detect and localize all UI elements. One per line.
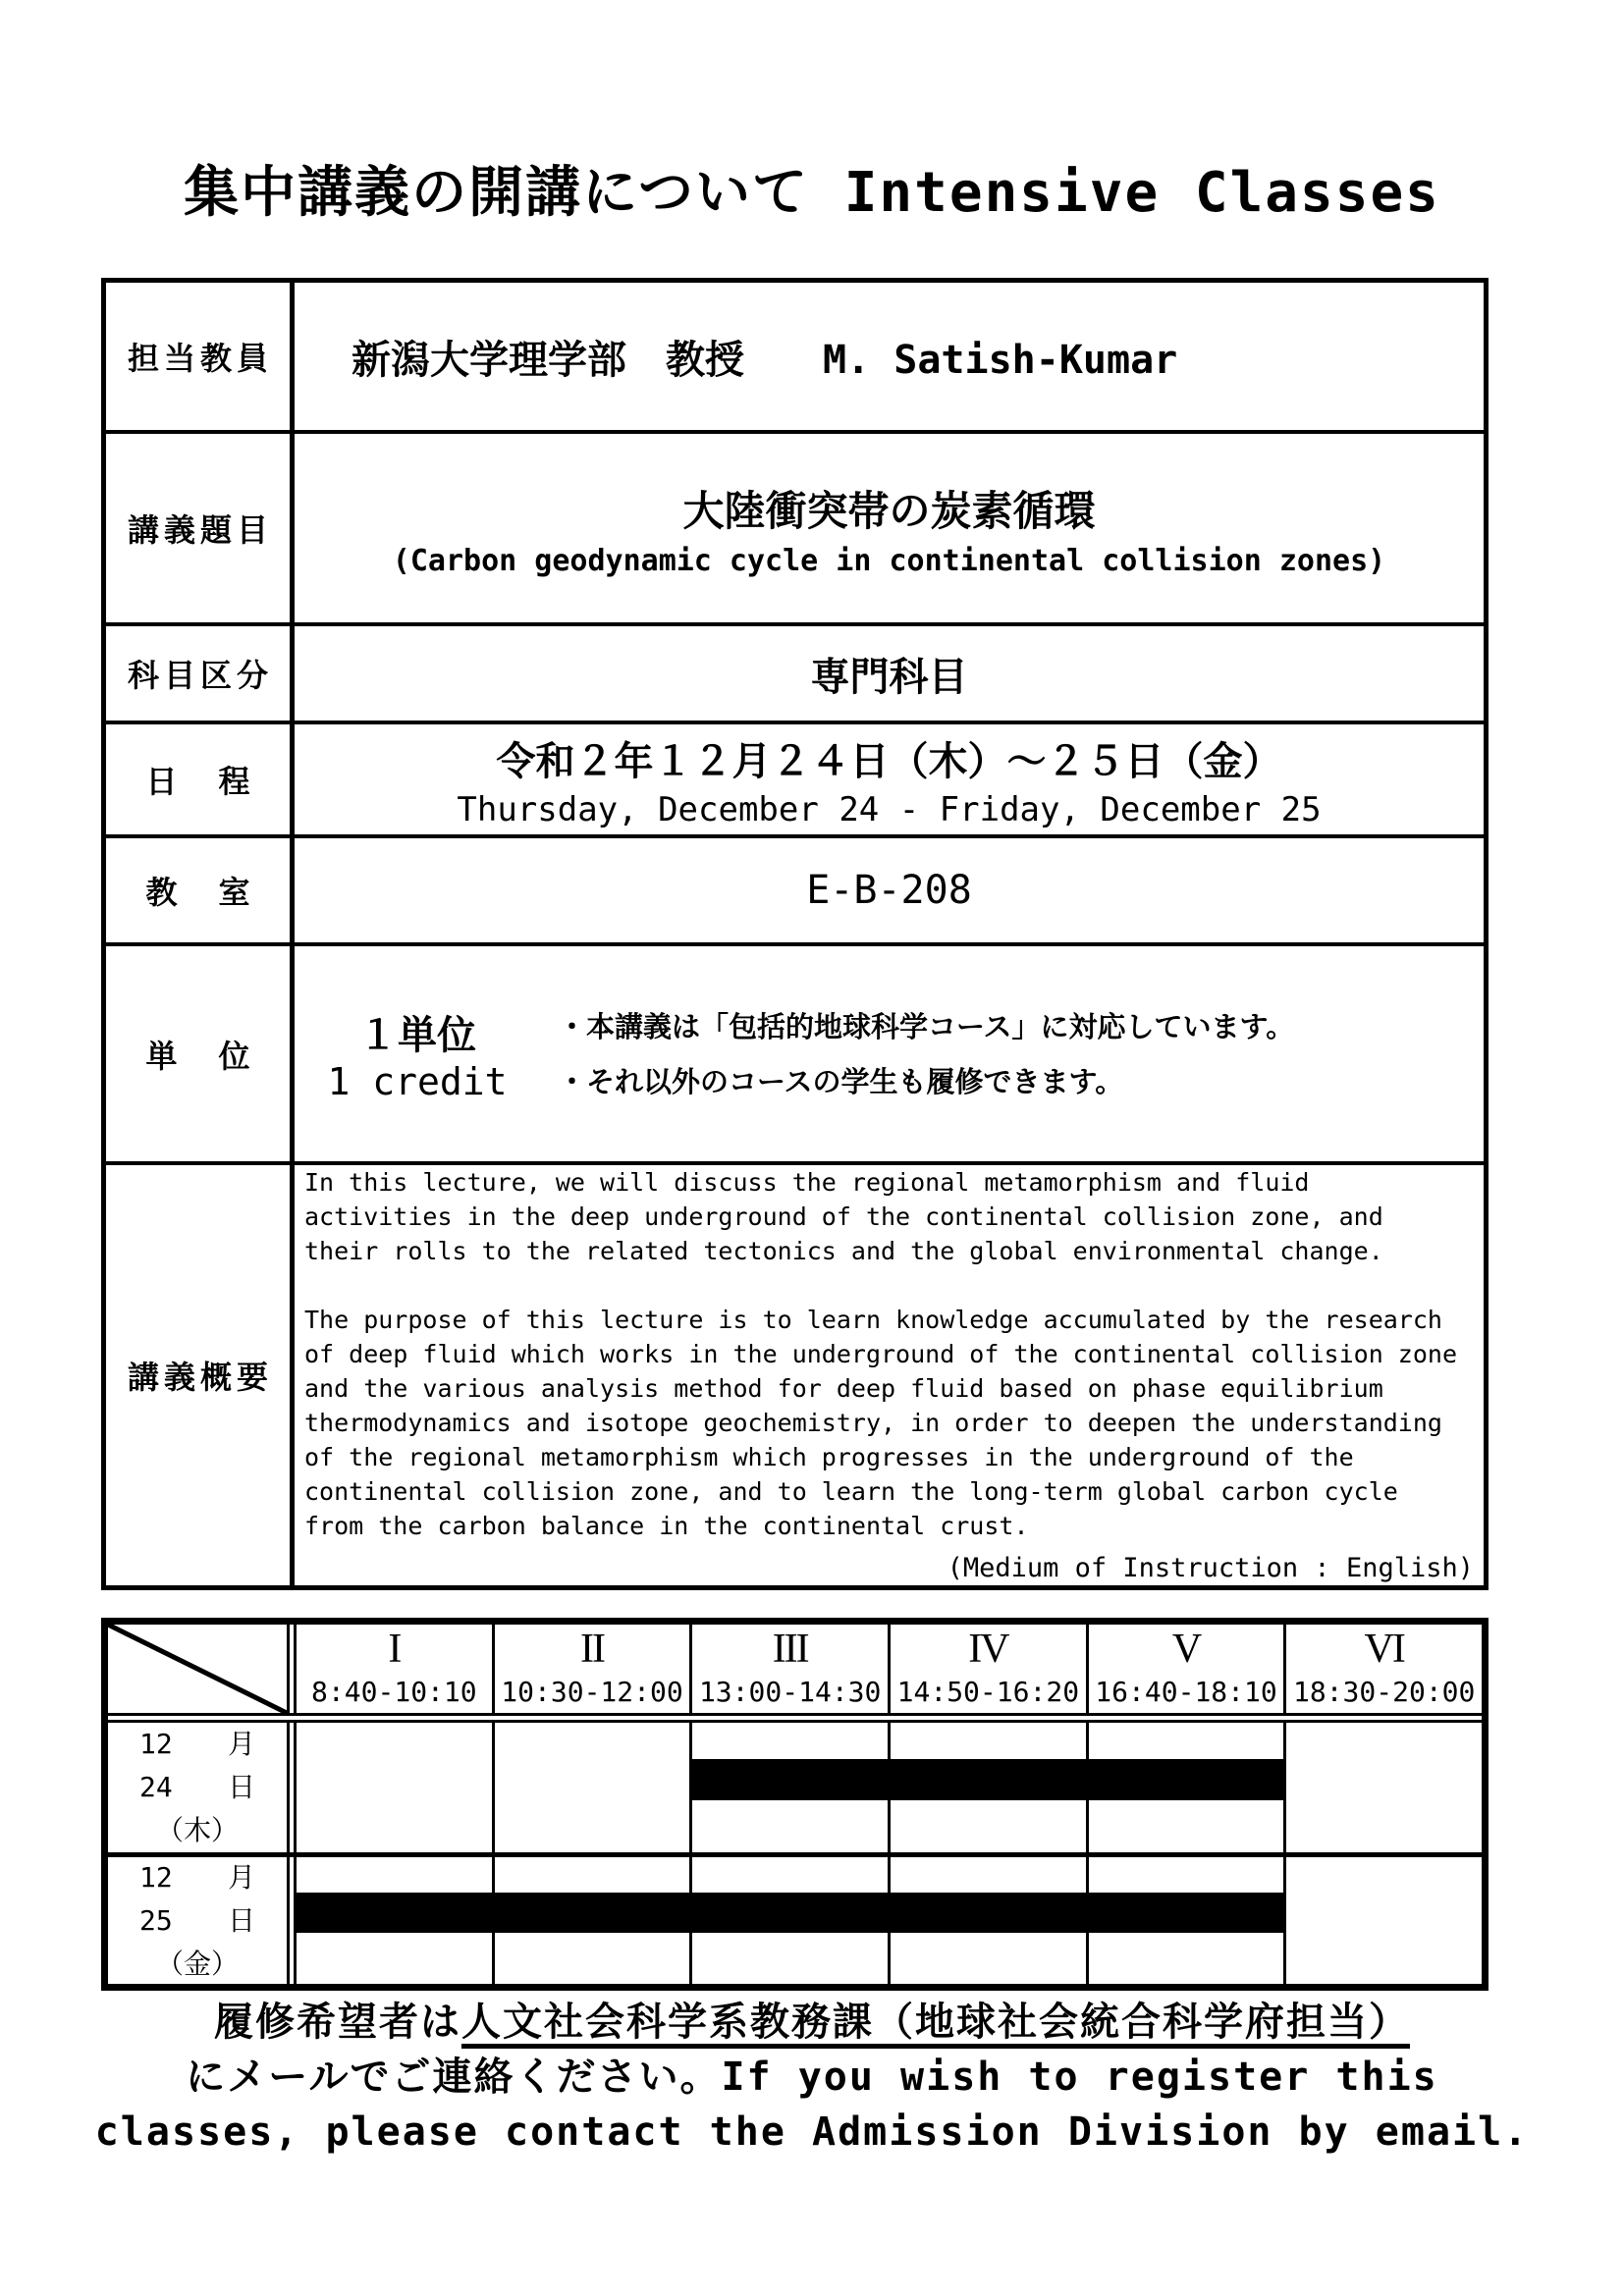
overview-line: In this lecture, we will discuss the regional metamorphism and fluid xyxy=(304,1168,1310,1197)
schedule-cell xyxy=(297,1723,492,1852)
overview-line: from the carbon balance in the continental crust. xyxy=(304,1512,1029,1540)
period-header xyxy=(689,1625,888,1713)
instructor-value: 新潟大学理学部 教授 M. Satish-Kumar xyxy=(352,337,1178,383)
credit-note: ・それ以外のコースの学生も履修できます。 xyxy=(558,1064,1124,1098)
course-title-en: (Carbon geodynamic cycle in continental collision zones) xyxy=(392,543,1386,578)
row-room xyxy=(106,834,1484,942)
overview-line: thermodynamics and isotope geochemistry, in order to deepen the understanding xyxy=(304,1409,1442,1437)
schedule-cell xyxy=(492,1723,690,1852)
schedule-cell xyxy=(1283,1723,1482,1852)
row-dates xyxy=(106,721,1484,834)
page-title: 集中講義の開講について Intensive Classes xyxy=(184,161,1440,225)
credits-en: 1 credit xyxy=(327,1060,508,1103)
dates-jp: 令和２年１２月２４日（木）～２５日（金） xyxy=(496,738,1282,784)
diagonal-line xyxy=(108,1625,287,1713)
credits-label: 単 位 xyxy=(106,946,295,1161)
credit-note: ・本講義は「包括的地球科学コース」に対応しています。 xyxy=(558,1009,1295,1043)
category-label: 科目区分 xyxy=(106,626,295,721)
row-instructor xyxy=(106,283,1484,430)
dates-label: 日 程 xyxy=(106,724,295,834)
credits-jp: １単位 xyxy=(358,1013,476,1058)
period-numeral: I xyxy=(388,1627,401,1672)
date-cell xyxy=(108,1723,297,1852)
period-numeral: V xyxy=(1171,1627,1201,1672)
period-time: 14:50-16:20 xyxy=(896,1676,1080,1708)
schedule-row-dec25 xyxy=(108,1852,1482,1984)
course-title-jp: 大陸衝突帯の炭素循環 xyxy=(682,486,1096,535)
schedule-header-row xyxy=(108,1625,1482,1723)
overview-line: The purpose of this lecture is to learn knowledge accumulated by the research xyxy=(304,1306,1442,1334)
date-day-unit: 日 xyxy=(227,1903,255,1937)
period-header xyxy=(297,1625,492,1713)
category-value: 専門科目 xyxy=(810,654,968,700)
period-numeral: II xyxy=(580,1627,604,1672)
overview-text xyxy=(295,1165,1484,1585)
date-weekday: （木） xyxy=(155,1814,239,1846)
class-time-bar xyxy=(297,1893,1284,1933)
instructor-label: 担当教員 xyxy=(106,283,295,430)
room-value: E-B-208 xyxy=(806,868,972,913)
period-time: 8:40-10:10 xyxy=(311,1676,477,1708)
overview-label: 講義概要 xyxy=(106,1165,295,1585)
date-month: 12 xyxy=(139,1728,173,1760)
dates-en: Thursday, December 24 - Friday, December 25 xyxy=(457,789,1322,829)
schedule-cell xyxy=(1283,1857,1482,1984)
room-label: 教 室 xyxy=(106,838,295,942)
date-day: 24 xyxy=(139,1771,173,1803)
course-info-table xyxy=(101,278,1489,1590)
overview-line: activities in the deep underground of the continental collision zone, and xyxy=(304,1202,1383,1231)
row-credits xyxy=(106,942,1484,1161)
overview-line: continental collision zone, and to learn the long-term global carbon cycle xyxy=(304,1477,1398,1506)
course-title-label: 講義題目 xyxy=(106,434,295,622)
registration-note-line2: にメールでご連絡ください。If you wish to register this xyxy=(186,2055,1438,2100)
registration-note-line3: classes, please contact the Admission Division by email. xyxy=(94,2109,1530,2155)
row-overview xyxy=(106,1161,1484,1585)
period-numeral: IV xyxy=(968,1627,1008,1672)
period-header xyxy=(888,1625,1086,1713)
date-day-unit: 日 xyxy=(227,1771,255,1803)
date-cell xyxy=(108,1857,297,1984)
period-time: 18:30-20:00 xyxy=(1292,1676,1476,1708)
date-month-unit: 月 xyxy=(227,1860,255,1894)
date-month-unit: 月 xyxy=(227,1728,255,1760)
period-time: 10:30-12:00 xyxy=(501,1676,683,1708)
overview-line: and the various analysis method for deep fluid based on phase equilibrium xyxy=(304,1374,1383,1403)
date-month: 12 xyxy=(139,1860,173,1894)
period-header xyxy=(1283,1625,1482,1713)
schedule-corner-cell xyxy=(108,1625,297,1713)
schedule-row-dec24 xyxy=(108,1723,1482,1852)
class-time-bar xyxy=(691,1759,1284,1800)
medium-of-instruction: (Medium of Instruction : English) xyxy=(947,1553,1474,1583)
period-header xyxy=(492,1625,690,1713)
registration-note-line1 xyxy=(0,1995,1624,2050)
schedule-table xyxy=(101,1618,1489,1991)
period-numeral: III xyxy=(772,1627,808,1672)
period-numeral: VI xyxy=(1364,1627,1404,1672)
overview-line: their rolls to the related tectonics and the global environmental change. xyxy=(304,1237,1383,1265)
row-category xyxy=(106,622,1484,721)
note-contact-underlined: 人文社会科学系教務課（地球社会統合科学府担当） xyxy=(461,2000,1410,2045)
period-time: 13:00-14:30 xyxy=(698,1676,882,1708)
date-day: 25 xyxy=(139,1903,173,1937)
note-prefix: 履修希望者は xyxy=(214,2000,461,2045)
overview-line: of the regional metamorphism which progresses in the underground of the xyxy=(304,1443,1354,1471)
overview-line: of deep fluid which works in the underground of the continental collision zone xyxy=(304,1340,1457,1368)
registration-note xyxy=(0,1995,1624,2160)
row-course-title xyxy=(106,430,1484,622)
period-header xyxy=(1086,1625,1284,1713)
date-weekday: （金） xyxy=(155,1947,239,1980)
period-time: 16:40-18:10 xyxy=(1095,1676,1277,1708)
